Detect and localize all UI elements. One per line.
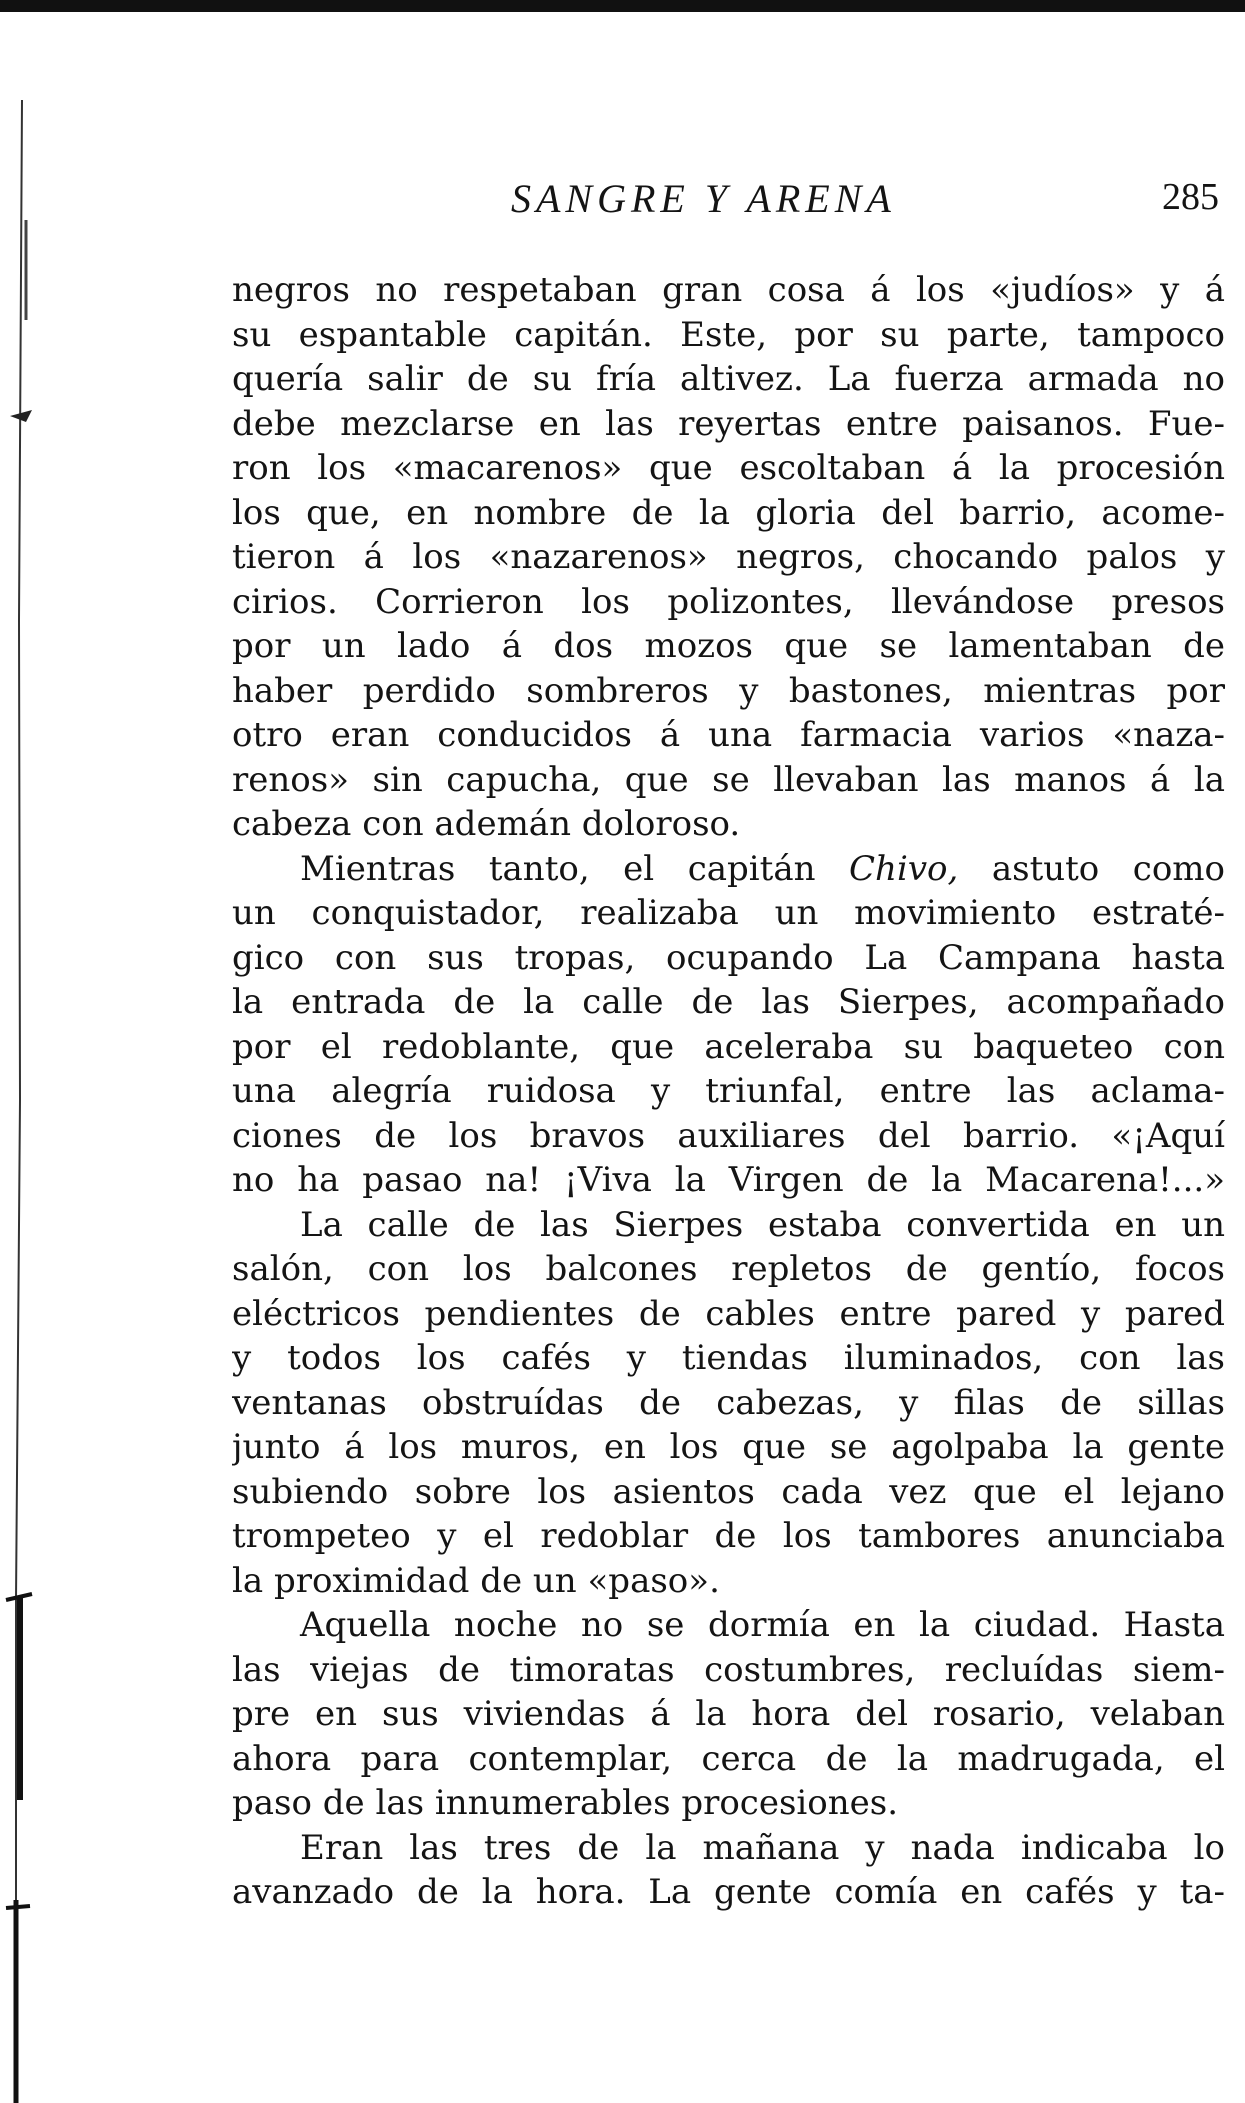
text-line (232, 847, 1225, 892)
text-line: avanzado de la hora. La gente comía en cafés y ta- (232, 1872, 1225, 1912)
text-line: paso de las innumerables procesiones. (232, 1783, 899, 1823)
text-line: renos» sin capucha, que se llevaban las manos á la (232, 759, 1225, 800)
text-segment: Mientras tanto, el capitán (300, 848, 850, 889)
text-line: cirios. Corrieron los polizontes, llevándose presos (232, 581, 1225, 622)
text-line: los que, en nombre de la gloria del barrio, acome- (232, 492, 1225, 533)
text-segment: astuto como (958, 848, 1225, 889)
text-line: subiendo sobre los asientos cada vez que el lejano (232, 1471, 1225, 1512)
text-line: salón, con los balcones repletos de gentío, focos (232, 1249, 1225, 1289)
text-line: por un lado á dos mozos que se lamentaban de (232, 626, 1225, 666)
text-line: otro eran conducidos á una farmacia varios «naza- (232, 715, 1225, 755)
text-line: junto á los muros, en los que se agolpaba la gente (232, 1427, 1225, 1467)
page-number: 285 (1162, 176, 1219, 218)
top-border-rule (0, 0, 1245, 12)
running-title: SANGRE Y ARENA (511, 176, 896, 221)
text-line: Eran las tres de la mañana y nada indicaba lo (300, 1827, 1225, 1868)
text-line: tieron á los «nazarenos» negros, chocando palos y (232, 537, 1225, 577)
running-head (232, 175, 1225, 225)
text-line: quería salir de su fría altivez. La fuerza armada no (232, 359, 1225, 399)
text-line: su espantable capitán. Este, por su parte, tampoco (232, 314, 1225, 355)
text-line: una alegría ruidosa y triunfal, entre las aclama- (232, 1071, 1225, 1111)
binding-edge-marks (4, 100, 40, 2103)
text-line: haber perdido sombreros y bastones, mientras por (232, 670, 1225, 711)
text-line: gico con sus tropas, ocupando La Campana hasta (232, 937, 1225, 978)
text-line: eléctricos pendientes de cables entre pared y pared (232, 1293, 1225, 1334)
text-line: ventanas obstruídas de cabezas, y filas de sillas (232, 1382, 1225, 1423)
text-line: ahora para contemplar, cerca de la madrugada, el (232, 1738, 1225, 1779)
text-line: La calle de las Sierpes estaba convertida en un (300, 1204, 1225, 1245)
text-line: ron los «macarenos» que escoltaban á la procesión (232, 448, 1225, 488)
text-line: por el redoblante, que aceleraba su baqueteo con (232, 1026, 1225, 1067)
text-line: no ha pasao na! ¡Viva la Virgen de la Macarena!...» (232, 1160, 1225, 1200)
text-line: negros no respetaban gran cosa á los «judíos» y á (232, 270, 1225, 310)
italic-name: Chivo, (849, 848, 959, 889)
text-line: cabeza con ademán doloroso. (232, 804, 741, 844)
text-line: ciones de los bravos auxiliares del barrio. «¡Aquí (232, 1115, 1225, 1156)
text-line: la entrada de la calle de las Sierpes, acompañado (232, 982, 1225, 1022)
text-line: debe mezclarse en las reyertas entre paisanos. Fue- (232, 403, 1225, 444)
text-line: pre en sus viviendas á la hora del rosario, velaban (232, 1694, 1225, 1734)
text-line: y todos los cafés y tiendas iluminados, con las (232, 1338, 1225, 1378)
text-line: la proximidad de un «paso». (232, 1560, 720, 1601)
text-line: un conquistador, realizaba un movimiento estraté- (232, 893, 1225, 933)
body-text (232, 268, 1225, 1915)
text-line: Aquella noche no se dormía en la ciudad. Hasta (300, 1605, 1225, 1645)
text-line: trompeteo y el redoblar de los tambores anunciaba (232, 1516, 1225, 1556)
text-line: las viejas de timoratas costumbres, recluídas siem- (232, 1649, 1225, 1690)
